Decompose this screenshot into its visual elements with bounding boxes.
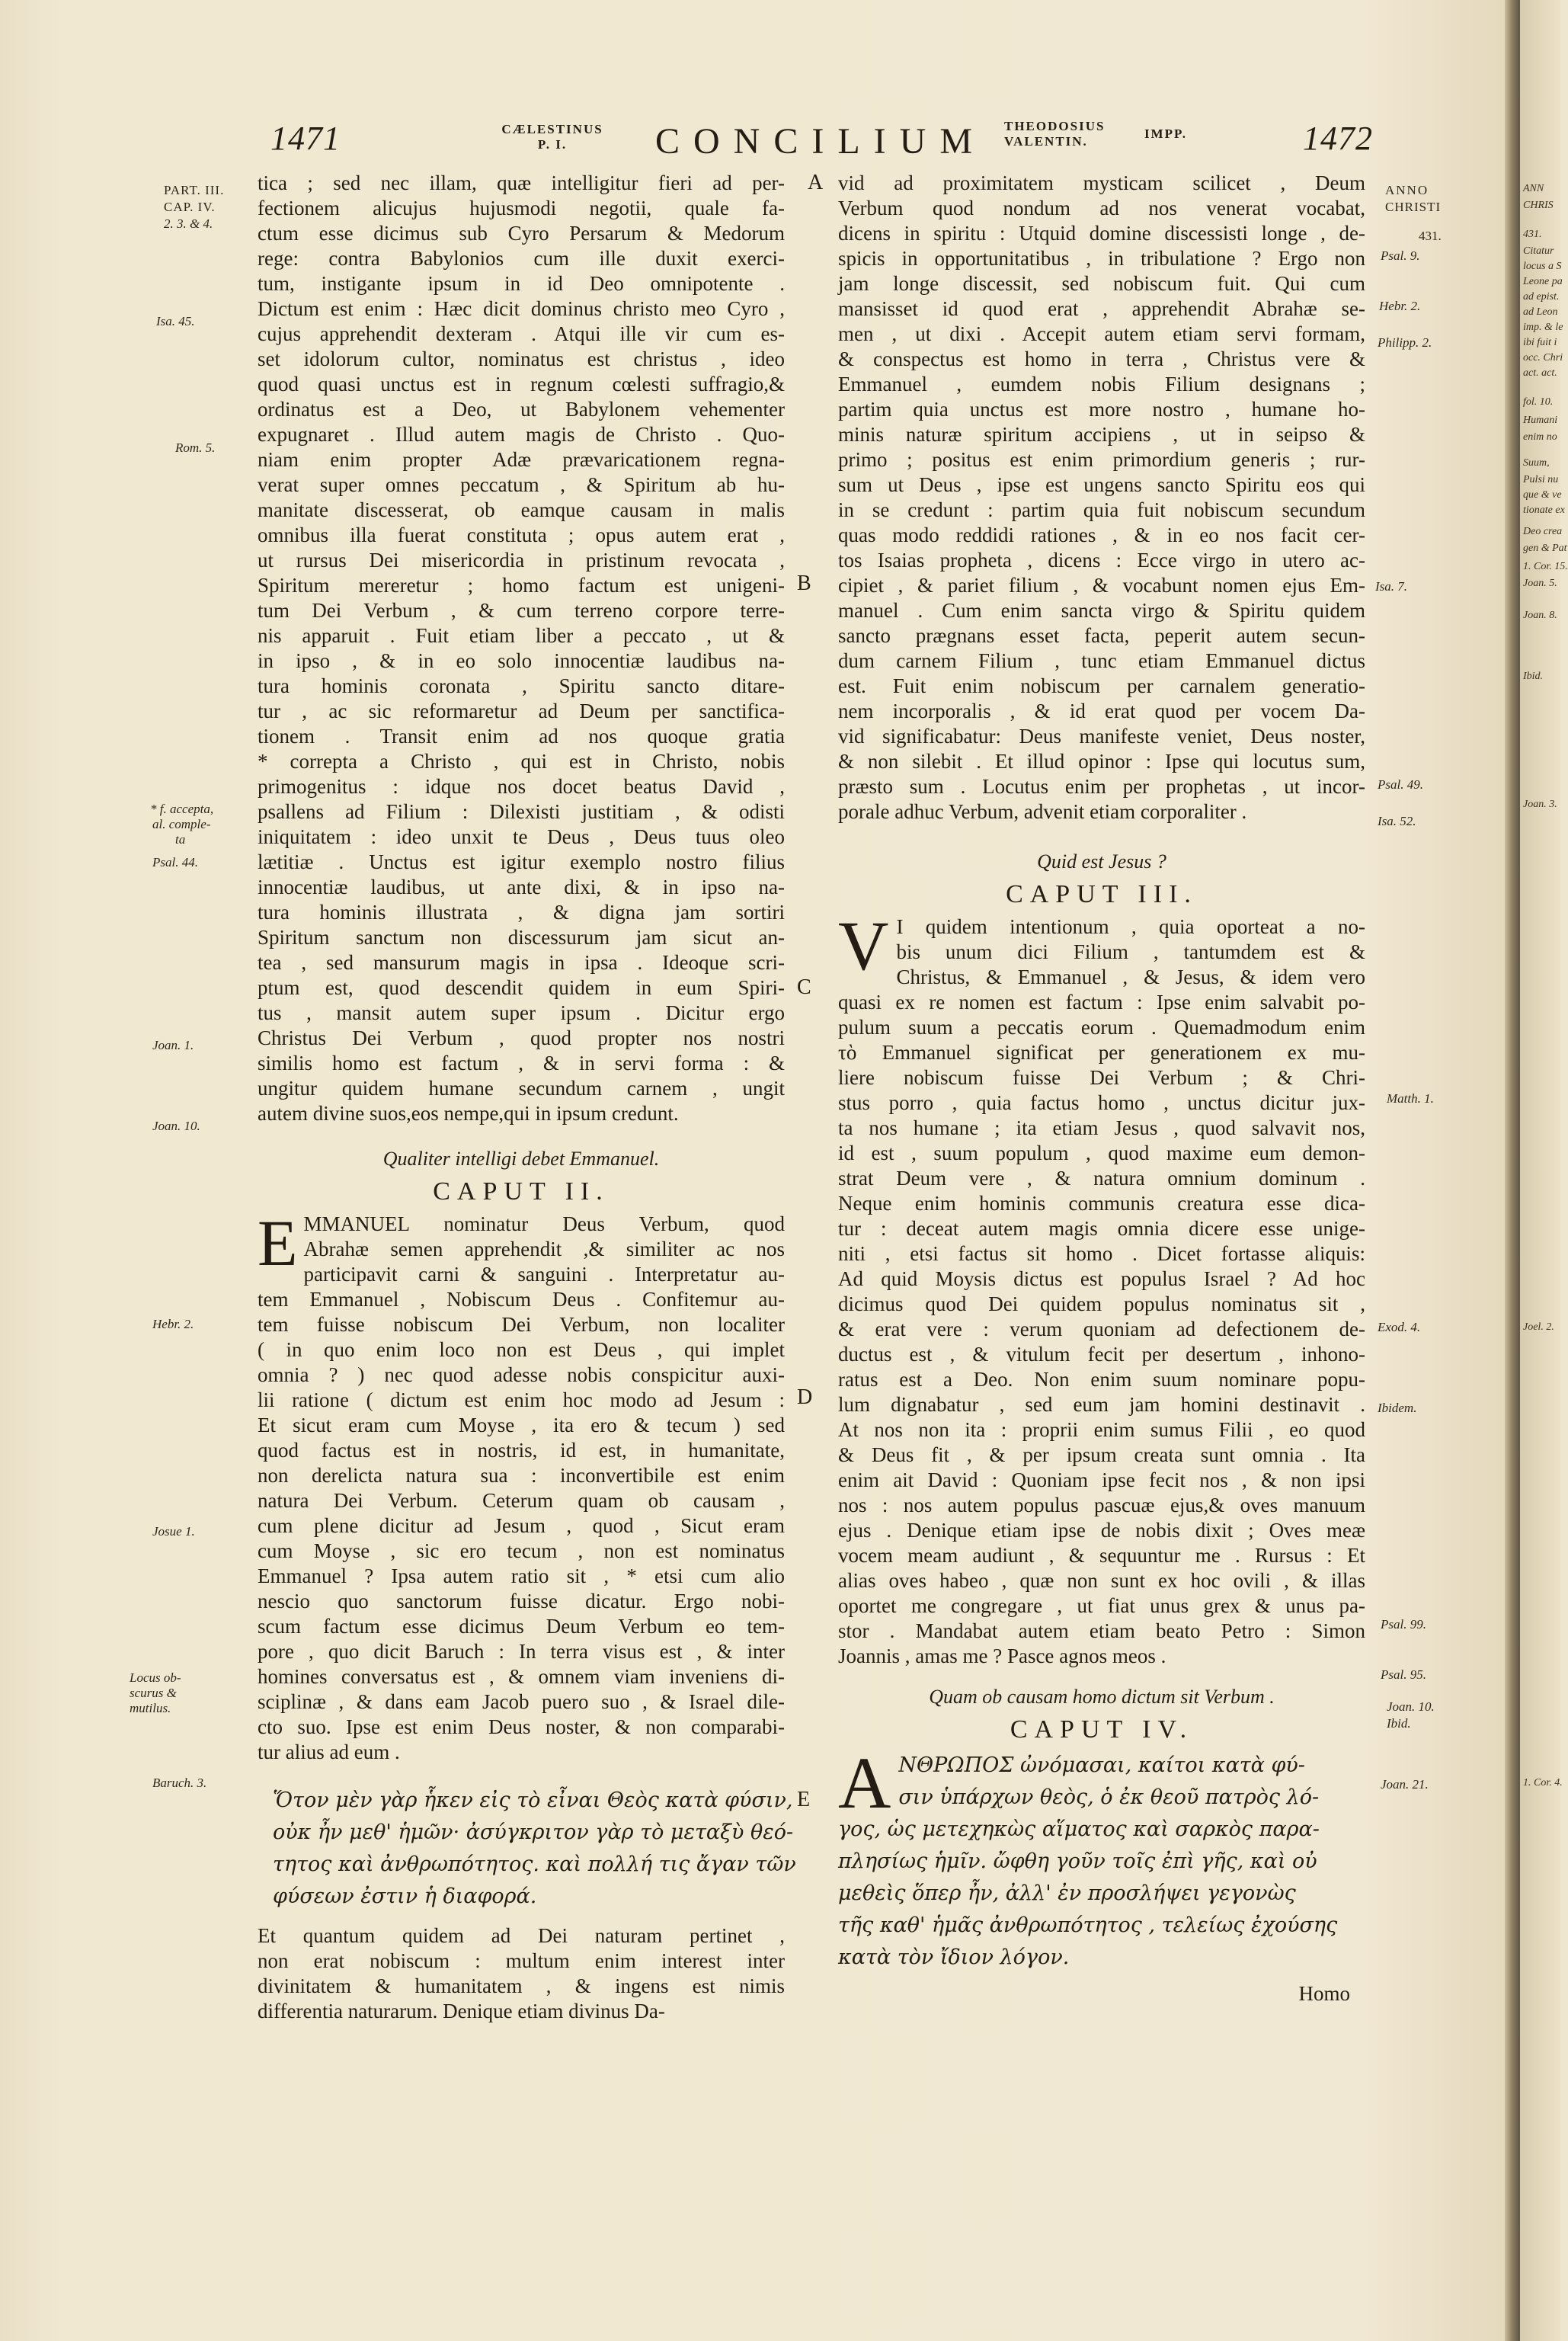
adjacent-page-fragment: Leone pa bbox=[1523, 276, 1563, 287]
text-line: bis unum dici Filium , tantumdem est & bbox=[896, 940, 1365, 963]
text-line: dum carnem Filium , tunc etiam Emmanuel dictus bbox=[838, 649, 1365, 672]
adjacent-page-fragment: Citatur bbox=[1523, 245, 1554, 257]
text-line: lætitiæ . Unctus est igitur exemplo nostro filius bbox=[258, 850, 785, 873]
adjacent-page-fragment: Humani bbox=[1523, 415, 1558, 426]
text-line: primo ; positus est enim primordium generis ; rur- bbox=[838, 448, 1365, 471]
left-text-block-1 bbox=[258, 171, 785, 1126]
adjacent-page-fragment: gen & Pat bbox=[1523, 543, 1567, 554]
text-line: stor . Mandabat autem etiam beato Petro : Simon bbox=[838, 1619, 1365, 1642]
left-header-note-line2: P. I. bbox=[537, 137, 568, 152]
adjacent-page-fragment: Joan. 8. bbox=[1523, 610, 1557, 621]
right-header-impp: IMPP. bbox=[1144, 126, 1188, 141]
margin-isa45: Isa. 45. bbox=[156, 314, 195, 328]
text-line: ejus . Denique etiam ipse de nobis dixit ; Oves meæ bbox=[838, 1519, 1365, 1542]
text-line: similis homo est factum , & in servi forma : & bbox=[258, 1052, 785, 1074]
right-text-block-2-lines bbox=[838, 907, 1365, 1669]
right-greek-passage bbox=[838, 1742, 1365, 1974]
text-line: pulum suum a peccatis eorum . Quemadmodum enim bbox=[838, 1016, 1365, 1039]
text-line: iniquitatem : ideo unxit te Deus , Deus tuus oleo bbox=[258, 825, 785, 848]
text-line: tem Emmanuel , Nobiscum Deus . Confitemur au- bbox=[258, 1288, 785, 1311]
text-line: omnibus illa fuerat constituta ; opus autem erat , bbox=[258, 524, 785, 546]
text-line: manitate discesserat, ob eamque causam in malis bbox=[258, 498, 785, 521]
right-column bbox=[838, 171, 1365, 2006]
dropcap-e: E bbox=[258, 1206, 298, 1279]
text-line: differentia naturarum. Denique etiam divinus Da- bbox=[258, 2000, 665, 2022]
adjacent-page-fragment: 1. Cor. 4. bbox=[1523, 1777, 1563, 1789]
text-line: verat super omnes peccatum , & Spiritum ab hu- bbox=[258, 473, 785, 496]
text-line: & erat vere : verum quoniam ad defectionem de- bbox=[838, 1318, 1365, 1340]
text-line: mansisset id quod erat , apprehendit Abrahæ se- bbox=[838, 297, 1365, 320]
text-line: τῆς καθ' ἡμᾶς ἀνθρωπότητος , τελείως ἐχούσης bbox=[838, 1913, 1338, 1937]
adjacent-page-fragment: Joan. 5. bbox=[1523, 578, 1557, 589]
text-line: πλησίως ἡμῖν. ὤφθη γοῦν τοῖς ἐπὶ γῆς, καὶ οὐ bbox=[838, 1849, 1317, 1873]
text-line: vid significabatur: Deus manifeste veniet, Deus noster, bbox=[838, 725, 1365, 748]
text-line: * correpta a Christo , qui est in Christo, nobis bbox=[258, 750, 785, 773]
text-line: expugnaret . Illud autem magis de Christo . Quo- bbox=[258, 423, 785, 446]
text-line: MMANUEL nominatur Deus Verbum, quod bbox=[303, 1212, 785, 1235]
text-line: niti , etsi factus sit homo . Dicet fortasse aliquis: bbox=[838, 1242, 1365, 1265]
left-text-block-3 bbox=[258, 1923, 785, 2024]
adjacent-page-fragment: locus a S bbox=[1523, 261, 1562, 272]
text-line: pore , quo dicit Baruch : In terra visus est , & inter bbox=[258, 1640, 785, 1663]
text-line: μεθεὶς ὅπερ ἦν, ἀλλ' ἐν προσλήψει γεγονὼς bbox=[838, 1881, 1296, 1905]
margin-matth1: Matth. 1. bbox=[1387, 1091, 1434, 1106]
text-line: tum Dei Verbum , & cum terreno corpore terre- bbox=[258, 599, 785, 622]
right-header-note-line2: VALENTIN. bbox=[1004, 134, 1088, 149]
text-line: partim quia unctus est more nostro , humane ho- bbox=[838, 398, 1365, 421]
text-line: τὸ Emmanuel significat per generationem ex mu- bbox=[838, 1041, 1365, 1064]
subhead-emmanuel: Qualiter intelligi debet Emmanuel. bbox=[382, 1148, 660, 1170]
text-line: innocentiæ laudibus, ut ante dixi, & in ipso na- bbox=[258, 876, 785, 898]
text-line: oportet me congregare , ut fiat unus grex & unus pa- bbox=[838, 1594, 1365, 1617]
running-title: CONCILIUM bbox=[655, 121, 986, 162]
text-line: in ipso , & in eo solo innocentiæ laudibus na- bbox=[258, 649, 785, 672]
text-line: dicimus quod Dei quidem populus nominatus sit , bbox=[838, 1292, 1365, 1315]
margin-psal9: Psal. 9. bbox=[1381, 248, 1420, 263]
text-line: ut rursus Dei misericordia in pristinum revocata , bbox=[258, 549, 785, 572]
margin-part: PART. III. bbox=[164, 183, 225, 197]
margin-locus-1: Locus ob- bbox=[130, 1670, 181, 1685]
margin-ibidem: Ibidem. bbox=[1378, 1401, 1417, 1415]
text-line: omnia ? ) nec quod adesse nobis conspicitur auxi- bbox=[258, 1363, 785, 1386]
text-line: non derelicta natura sua : inconvertibile est enim bbox=[258, 1464, 785, 1487]
right-text-block-2 bbox=[838, 907, 1365, 1669]
adjacent-page-fragment: ANN bbox=[1523, 183, 1544, 194]
text-line: in se credunt : partim quia fuit nobiscum secundum bbox=[838, 498, 1365, 521]
adjacent-page-fragment: tionate ex bbox=[1523, 504, 1565, 516]
text-line: Ad quid Moysis dictus est populus Israel ? Ad hoc bbox=[838, 1267, 1365, 1290]
adjacent-page-fragment: ad Leon bbox=[1523, 306, 1558, 318]
margin-hebr2: Hebr. 2. bbox=[152, 1317, 194, 1331]
text-line: tea , sed mansurum magis in ipsa . Ideoque scri- bbox=[258, 951, 785, 974]
margin-cap: CAP. IV. bbox=[164, 200, 216, 214]
text-line: quasi ex re nomen est factum : Ipse enim salvabit po- bbox=[838, 991, 1365, 1014]
text-line: quod factus est in nostris, id est, in humanitate, bbox=[258, 1439, 785, 1462]
text-line: manuel . Cum enim sancta virgo & Spiritu quidem bbox=[838, 599, 1365, 622]
text-line: κατὰ τὸν ἴδιον λόγον. bbox=[838, 1945, 1070, 1969]
text-line: quas modo reddidi rationes , & in eo nos facit cer- bbox=[838, 524, 1365, 546]
text-line: τητος καὶ ἀνθρωπότητος. καὶ πολλή τις ἄγαν τῶν bbox=[273, 1853, 796, 1876]
margin-joan1: Joan. 1. bbox=[152, 1038, 194, 1052]
adjacent-page-fragment: 1. Cor. 15. bbox=[1523, 561, 1568, 572]
margin-anno: ANNO bbox=[1385, 183, 1429, 197]
right-header-note-line1: THEODOSIUS bbox=[1004, 119, 1106, 133]
margin-locus-2: scurus & bbox=[130, 1686, 177, 1700]
subhead-homo-dictum: Quam ob causam homo dictum sit Verbum . bbox=[929, 1686, 1275, 1708]
section-letter-c: C bbox=[797, 975, 811, 999]
text-line: lum dignabatur , sed eum jam homini destinavit . bbox=[838, 1393, 1365, 1416]
adjacent-page-fragment: Ibid. bbox=[1523, 671, 1544, 682]
left-page-number: 1471 bbox=[270, 120, 341, 157]
dropcap-a: A bbox=[838, 1742, 891, 1824]
text-line: φύσεων ἐστιν ἡ διαφορά. bbox=[273, 1885, 537, 1908]
text-line: sciplinæ , & dans eam Jacob puero suo , & Israel dile- bbox=[258, 1690, 785, 1713]
text-line: & non silebit . Et illud opinor : Ipse qui locutus sum, bbox=[838, 750, 1365, 773]
text-line: & conspectus est homo in terra , Christus vere & bbox=[838, 347, 1365, 370]
text-line: Emmanuel ? Ipsa autem ratio sit , * etsi cum alio bbox=[258, 1564, 785, 1587]
right-page-number: 1472 bbox=[1303, 120, 1373, 157]
subhead-quid-est-jesus: Quid est Jesus ? bbox=[1037, 850, 1166, 873]
left-header-note-line1: CÆLESTINUS bbox=[501, 122, 603, 136]
adjacent-page-fragment: CHRIS bbox=[1523, 200, 1554, 211]
text-line: tum, instigante ipsum in id Deo omnipotente . bbox=[258, 272, 785, 295]
text-line: alias oves habeo , quæ non sunt ex hoc ovili , & illas bbox=[838, 1569, 1365, 1592]
text-line: Joannis , amas me ? Pasce agnos meos . bbox=[838, 1644, 1166, 1667]
margin-psal99: Psal. 99. bbox=[1381, 1617, 1426, 1632]
adjacent-page-fragment: Deo crea bbox=[1523, 526, 1563, 537]
text-line: ctum esse dicimus sub Cyro Persarum & Medorum bbox=[258, 222, 785, 245]
adjacent-page-fragment: imp. & le bbox=[1523, 322, 1563, 333]
margin-psal95: Psal. 95. bbox=[1381, 1667, 1426, 1682]
text-line: dicens in spiritu : Utquid domine discessisti longe , de- bbox=[838, 222, 1365, 245]
margin-philipp2: Philipp. 2. bbox=[1378, 335, 1432, 350]
adjacent-page-fragment: Suum, bbox=[1523, 457, 1550, 469]
text-line: tur , ac sic reformaretur ad Deum per sanctifica- bbox=[258, 700, 785, 722]
text-line: tus , mansit autem super ipsum . Dicitur ergo bbox=[258, 1001, 785, 1024]
text-line: cum Moyse , sic ero tecum , non est nominatus bbox=[258, 1539, 785, 1562]
adjacent-page-fragment: Joan. 3. bbox=[1523, 799, 1557, 810]
text-line: cto suo. Ipse est enim Deus noster, & non comparabi- bbox=[258, 1715, 785, 1738]
adjacent-page-fragment: enim no bbox=[1523, 431, 1557, 443]
margin-variant-1: * f. accepta, bbox=[150, 802, 214, 816]
adjacent-page-fragment: 431. bbox=[1523, 229, 1542, 240]
text-line: tionem . Transit enim ad nos quoque gratia bbox=[258, 725, 785, 748]
text-line: γος, ὡς μετεχηκὼς αἵματος καὶ σαρκὸς παρα- bbox=[838, 1817, 1320, 1841]
text-line: non erat nobiscum : multum enim interest inter bbox=[258, 1949, 785, 1972]
margin-exod4: Exod. 4. bbox=[1378, 1320, 1421, 1334]
text-line: sancto prægnans esset facta, peperit autem secun- bbox=[838, 624, 1365, 647]
text-line: natura Dei Verbum. Ceterum quam ob causam , bbox=[258, 1489, 785, 1512]
margin-christi: CHRISTI bbox=[1385, 200, 1442, 214]
text-line: participavit carni & sanguini . Interpretatur au- bbox=[303, 1263, 785, 1286]
text-line: fectionem alicujus hujusmodi negotii, quale fa- bbox=[258, 197, 785, 219]
margin-joan10-right: Joan. 10. bbox=[1387, 1699, 1435, 1714]
text-line: ( in quo enim loco non est Deus , qui implet bbox=[258, 1338, 785, 1361]
margin-isa52: Isa. 52. bbox=[1378, 814, 1416, 828]
text-line: nos : nos autem populus pascuæ ejus,& oves manuum bbox=[838, 1494, 1365, 1516]
text-line: ungitur quidem humane secundum carnem , ungit bbox=[258, 1077, 785, 1100]
adjacent-page-fragment: fol. 10. bbox=[1523, 396, 1554, 408]
margin-psal49: Psal. 49. bbox=[1378, 777, 1423, 792]
text-line: enim ait David : Quoniam ipse fecit nos , & non ipsi bbox=[838, 1468, 1365, 1491]
text-line: ΝΘΡΩΠΟΣ ὠνόμασαι, καίτοι κατὰ φύ- bbox=[898, 1753, 1305, 1777]
text-line: Abrahæ semen apprehendit ,& similiter ac nos bbox=[303, 1238, 785, 1260]
book-gutter bbox=[1505, 0, 1520, 2341]
margin-variant-2: al. comple- bbox=[152, 817, 211, 831]
right-text-block-1 bbox=[838, 171, 1365, 825]
text-line: nis apparuit . Fuit etiam liber a peccato , ut & bbox=[258, 624, 785, 647]
margin-josue1: Josue 1. bbox=[152, 1524, 195, 1539]
adjacent-page-fragment: ad epist. bbox=[1523, 291, 1560, 303]
text-line: nem incorporalis , & id erat quod per vocem Da- bbox=[838, 700, 1365, 722]
left-greek-passage bbox=[273, 1785, 796, 1913]
margin-rom5: Rom. 5. bbox=[175, 440, 216, 455]
text-line: niam enim propter Adæ prævaricationem regna- bbox=[258, 448, 785, 471]
catchword: Homo bbox=[1298, 1982, 1350, 2005]
margin-isa7: Isa. 7. bbox=[1375, 579, 1408, 594]
section-letter-b: B bbox=[797, 572, 811, 595]
text-line: tem fuisse nobiscum Dei Verbum, non localiter bbox=[258, 1313, 785, 1336]
caput-3-heading: CAPUT III. bbox=[1006, 880, 1198, 908]
adjacent-page-fragment: occ. Chri bbox=[1523, 352, 1563, 363]
adjacent-page-fragment: act. act. bbox=[1523, 367, 1557, 379]
text-line: homines conversatus est , & omnem viam inveniens di- bbox=[258, 1665, 785, 1688]
text-line: id est , suum populum , quod maxime eum demon- bbox=[838, 1142, 1365, 1164]
text-line: minis naturæ spiritum accipiens , ut in seipso & bbox=[838, 423, 1365, 446]
text-line: Dictum est enim : Hæc dicit dominus christo meo Cyro , bbox=[258, 297, 785, 320]
section-letter-d: D bbox=[797, 1385, 813, 1409]
margin-psal44: Psal. 44. bbox=[152, 855, 198, 869]
text-line: Spiritum mereretur ; homo factum est unigeni- bbox=[258, 574, 785, 597]
margin-year: 431. bbox=[1419, 229, 1442, 243]
text-line: divinitatem & humanitatem , & ingens est nimis bbox=[258, 1974, 785, 1997]
caput-2-heading: CAPUT II. bbox=[433, 1177, 610, 1206]
text-line: spicis in opportunitatibus , in tribulatione ? Ergo non bbox=[838, 247, 1365, 270]
text-line: lii ratione ( dictum est enim hoc modo ad Jesum : bbox=[258, 1388, 785, 1411]
text-line: Christus, & Emmanuel , & Jesus, & idem vero bbox=[896, 966, 1365, 988]
text-line: men , ut dixi . Accepit autem etiam servi formam, bbox=[838, 322, 1365, 345]
text-line: stus porro , quia factus homo , unctus dicitur jux- bbox=[838, 1091, 1365, 1114]
text-line: I quidem intentionum , quia oporteat a no- bbox=[896, 915, 1365, 938]
margin-variant-3: ta bbox=[175, 832, 186, 847]
section-letter-e: E bbox=[797, 1788, 811, 1811]
dropcap-v: V bbox=[838, 907, 889, 985]
text-line: οὐκ ἦν μεθ' ἡμῶν· ἀσύγκριτον γὰρ τὸ μεταξὺ θεό- bbox=[273, 1821, 794, 1844]
margin-hebr2-right: Hebr. 2. bbox=[1379, 299, 1421, 313]
margin-baruch3: Baruch. 3. bbox=[152, 1776, 207, 1790]
text-line: porale adhuc Verbum, advenit etiam corporaliter . bbox=[838, 800, 1247, 823]
left-text-block-2 bbox=[258, 1206, 785, 1765]
text-line: Ὅτον μὲν γὰρ ἧκεν εἰς τὸ εἶναι Θεὸς κατὰ φύσιν, bbox=[273, 1789, 793, 1812]
text-line: ptum est, quod descendit quidem in eum Spiri- bbox=[258, 976, 785, 999]
margin-locus-3: mutilus. bbox=[130, 1701, 171, 1715]
text-line: tura hominis coronata , Spiritu sancto ditare- bbox=[258, 674, 785, 697]
text-line: strat Deum vere , & natura omnium dominum . bbox=[838, 1167, 1365, 1190]
text-line: Neque enim hominis communis creatura esse dica- bbox=[838, 1192, 1365, 1215]
text-line: tica ; sed nec illam, quæ intelligitur fieri ad per- bbox=[258, 171, 785, 194]
text-line: nescio quo sanctorum fuisse dicatur. Ergo nobi- bbox=[258, 1590, 785, 1612]
text-line: cujus apprehendit dexteram . Atqui ille vir cum es- bbox=[258, 322, 785, 345]
text-line: Et sicut eram cum Moyse , ita ero & tecum ) sed bbox=[258, 1414, 785, 1436]
adjacent-page-fragment: Joel. 2. bbox=[1523, 1321, 1554, 1333]
text-line: est. Fuit enim nobiscum per carnalem generatio- bbox=[838, 674, 1365, 697]
text-line: jam longe discessit, sed nobiscum fuit. Qui cum bbox=[838, 272, 1365, 295]
text-line: ordinatus est a Deo, ut Babylonem vehementer bbox=[258, 398, 785, 421]
margin-joan10: Joan. 10. bbox=[152, 1119, 200, 1133]
text-line: cipiet , & pariet filium , & vocabunt nomen ejus Em- bbox=[838, 574, 1365, 597]
text-line: cum plene dicitur ad Jesum , quod , Sicut eram bbox=[258, 1514, 785, 1537]
text-line: primogenitus : idque nos docet beatus David , bbox=[258, 775, 785, 798]
text-line: sum ut Deus , ipse est ungens sancto Spiritu eos qui bbox=[838, 473, 1365, 496]
text-line: scum factum esse dicimus Deum Verbum eo tem- bbox=[258, 1615, 785, 1638]
text-line: σιν ὑπάρχων θεὸς, ὁ ἐκ θεοῦ πατρὸς λό- bbox=[898, 1785, 1320, 1809]
adjacent-page-fragment: ibi fuit i bbox=[1523, 337, 1557, 348]
text-line: ductus est , & vitulum fecit per desertum , inhono- bbox=[838, 1343, 1365, 1366]
text-line: præsto sum . Locutus enim per prophetas , ut incor- bbox=[838, 775, 1365, 798]
adjacent-page-fragment: Pulsi nu bbox=[1523, 474, 1559, 485]
text-line: Christus Dei Verbum , quod propter nos nostri bbox=[258, 1026, 785, 1049]
margin-sections: 2. 3. & 4. bbox=[164, 216, 213, 231]
text-line: Spiritum sanctum non discessurum jam sicut an- bbox=[258, 926, 785, 949]
text-line: Et quantum quidem ad Dei naturam pertinet , bbox=[258, 1924, 785, 1947]
text-line: vocem meam audiunt , & sequuntur me . Rursus : Et bbox=[838, 1544, 1365, 1567]
right-greek-block bbox=[838, 1742, 1365, 1974]
page-header bbox=[0, 113, 1512, 166]
text-line: Emmanuel , eumdem nobis Filium designans ; bbox=[838, 373, 1365, 396]
margin-ibid: Ibid. bbox=[1387, 1716, 1411, 1731]
right-header-note bbox=[1004, 119, 1149, 149]
margin-joan21: Joan. 21. bbox=[1381, 1777, 1429, 1792]
text-line: psallens ad Filium : Dilexisti justitiam , & odisti bbox=[258, 800, 785, 823]
text-line: tur alius ad eum . bbox=[258, 1741, 400, 1763]
left-text-block-2-lines bbox=[258, 1206, 785, 1765]
caput-4-heading: CAPUT IV. bbox=[1010, 1715, 1194, 1744]
text-line: & Deus fit , & per ipsum creata sunt omnia . Ita bbox=[838, 1443, 1365, 1466]
text-line: Verbum quod nondum ad nos venerat vocabat, bbox=[838, 197, 1365, 219]
text-line: liere nobiscum fuisse Dei Verbum ; & Chri- bbox=[838, 1066, 1365, 1089]
text-line: tos Isaias propheta , dicens : Ecce virgo in utero ac- bbox=[838, 549, 1365, 572]
adjacent-page-edge bbox=[1520, 0, 1568, 2341]
left-column bbox=[258, 171, 796, 2024]
text-line: rege: contra Babylonios cum ille duxit exerci- bbox=[258, 247, 785, 270]
text-line: set idolorum cultor, nominatus est christus , ideo bbox=[258, 347, 785, 370]
text-line: ratus est a Deo. Non enim suum nominare popu- bbox=[838, 1368, 1365, 1391]
text-line: quod quasi unctus est in regnum cœlesti suffragio,& bbox=[258, 373, 785, 396]
text-line: autem divine suos,eos nempe,qui in ipsum credunt. bbox=[258, 1102, 679, 1125]
text-line: vid ad proximitatem mysticam scilicet , Deum bbox=[838, 171, 1365, 194]
section-letter-a: A bbox=[808, 171, 824, 194]
text-line: At nos non ita : proprii enim sumus Filii , eo quod bbox=[838, 1418, 1365, 1441]
text-line: tur : deceat autem magis omnia dicere esse unige- bbox=[838, 1217, 1365, 1240]
text-line: ta nos humane ; ita etiam Jesus , quod salvavit nos, bbox=[838, 1116, 1365, 1139]
left-header-note bbox=[484, 122, 621, 152]
adjacent-page-fragment: que & ve bbox=[1523, 489, 1562, 501]
text-line: tura hominis illustrata , & digna jam sortiri bbox=[258, 901, 785, 924]
